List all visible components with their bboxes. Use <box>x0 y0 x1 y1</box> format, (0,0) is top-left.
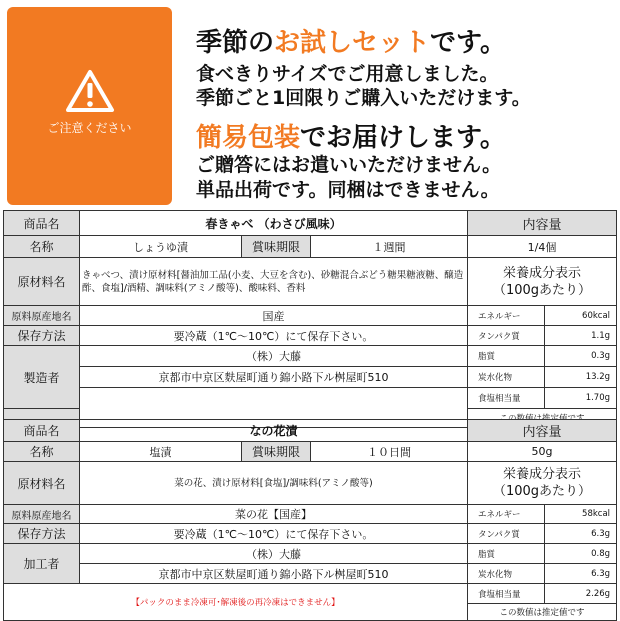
best-before-value: １週間 <box>311 236 468 258</box>
contents-label: 内容量 <box>468 420 617 442</box>
product-label: 商品名 <box>4 211 80 236</box>
headline-4a: 簡易包装 <box>196 123 301 153</box>
headline-1b: お試しセット <box>274 28 431 58</box>
storage-label: 保存方法 <box>4 326 80 346</box>
origin-label: 原料原産地名 <box>4 505 80 524</box>
energy-value: 60kcal <box>545 306 617 326</box>
protein-label: タンパク質 <box>468 524 545 544</box>
name-label: 名称 <box>4 442 80 462</box>
nutrition-title <box>468 462 617 505</box>
storage-value: 要冷蔵（1℃～10℃）にて保存下さい。 <box>80 524 468 544</box>
warning-triangle-icon <box>65 69 115 113</box>
energy-label: エネルギー <box>468 505 545 524</box>
headline-6: 単品出荷です。同梱はできません。 <box>196 179 500 201</box>
carbs-value: 6.3g <box>545 564 617 584</box>
storage-label: 保存方法 <box>4 524 80 544</box>
headline-5: ご贈答にはお遣いいただけません。 <box>196 154 502 176</box>
nutrition-title <box>468 258 617 306</box>
nutrition-label: 栄養成分表示 <box>503 467 582 482</box>
ingredients-value: きゃべつ、漬け原材料[醤油加工品(小麦、大豆を含む)、砂糖混合ぶどう糖果糖液糖、醸造酢、食塩]/酒精、調味料(アミノ酸等)、酸味料、香料 <box>80 258 468 306</box>
origin-label: 原料原産地名 <box>4 306 80 326</box>
protein-value: 6.3g <box>545 524 617 544</box>
headline-1 <box>196 22 506 59</box>
maker-value: （株）大藤 <box>80 544 468 564</box>
salt-value: 1.70g <box>545 388 617 409</box>
fat-label: 脂質 <box>468 346 545 367</box>
ingredients-value: 菜の花、漬け原材料[食塩]/調味料(アミノ酸等) <box>80 462 468 505</box>
header <box>0 0 620 210</box>
contents-label: 内容量 <box>468 211 617 236</box>
origin-value: 国産 <box>80 306 468 326</box>
salt-value: 2.26g <box>545 584 617 604</box>
fat-value: 0.8g <box>545 544 617 564</box>
headline-3: 季節ごと1回限りご購入いただけます。 <box>196 87 531 109</box>
name-value: しょうゆ漬 <box>80 236 242 258</box>
salt-label: 食塩相当量 <box>468 388 545 409</box>
energy-value: 58kcal <box>545 505 617 524</box>
nutrition-label: 栄養成分表示 <box>503 265 582 281</box>
notice-label: ご注意ください <box>47 121 132 135</box>
headline-2: 食べきりサイズでご用意しました。 <box>196 63 499 85</box>
headline-1a: 季節の <box>196 28 275 58</box>
best-before-value: １０日間 <box>311 442 468 462</box>
estimate-note: この数値は推定値です <box>468 604 617 621</box>
best-before-label: 賞味期限 <box>242 236 311 258</box>
freeze-warning: 【パックのまま冷凍可･解凍後の再冷凍はできません】 <box>4 584 468 621</box>
per100-label: （100gあたり） <box>492 282 592 298</box>
protein-value: 1.1g <box>545 326 617 346</box>
address-value: 京都市中京区麩屋町通り錦小路下ル桝屋町510 <box>80 564 468 584</box>
processor-label: 加工者 <box>4 544 80 584</box>
energy-label: エネルギー <box>468 306 545 326</box>
name-label: 名称 <box>4 236 80 258</box>
per100-label: （100gあたり） <box>492 484 592 499</box>
headline-1c: です。 <box>430 28 506 58</box>
best-before-label: 賞味期限 <box>242 442 311 462</box>
product-label: 商品名 <box>4 420 80 442</box>
name-value: 塩漬 <box>80 442 242 462</box>
product-name: 春きゃべ （わさび風味） <box>80 211 468 236</box>
ingredients-label: 原材料名 <box>4 258 80 306</box>
product-1-table <box>3 210 617 428</box>
product-2-table <box>3 419 617 621</box>
protein-label: タンパク質 <box>468 326 545 346</box>
contents-value: 50g <box>468 442 617 462</box>
headline-4 <box>196 117 506 154</box>
carbs-label: 炭水化物 <box>468 564 545 584</box>
address-value: 京都市中京区麩屋町通り錦小路下ル桝屋町510 <box>80 367 468 388</box>
maker-value: （株）大藤 <box>80 346 468 367</box>
storage-value: 要冷蔵（1℃～10℃）にて保存下さい。 <box>80 326 468 346</box>
fat-value: 0.3g <box>545 346 617 367</box>
origin-value: 菜の花【国産】 <box>80 505 468 524</box>
product-name: なの花漬 <box>80 420 468 442</box>
ingredients-label: 原材料名 <box>4 462 80 505</box>
maker-label: 製造者 <box>4 346 80 409</box>
carbs-value: 13.2g <box>545 367 617 388</box>
carbs-label: 炭水化物 <box>468 367 545 388</box>
salt-label: 食塩相当量 <box>468 584 545 604</box>
headline-4b: でお届けします。 <box>300 123 506 153</box>
contents-value: 1/4個 <box>468 236 617 258</box>
notice-box <box>7 7 172 205</box>
fat-label: 脂質 <box>468 544 545 564</box>
